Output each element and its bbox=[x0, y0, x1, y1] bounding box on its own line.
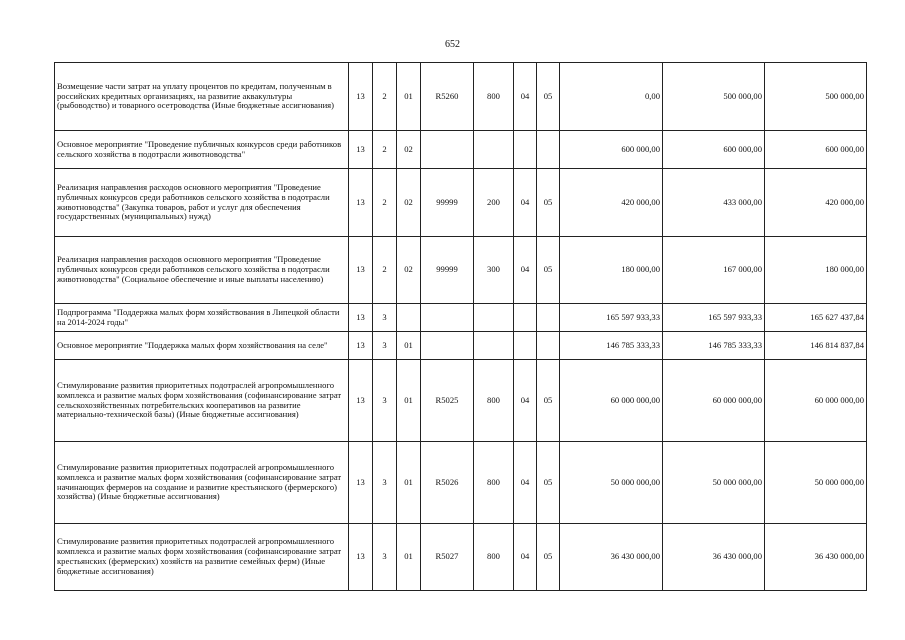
subprogram-code-cell: 3 bbox=[373, 442, 397, 524]
amount-year-3-cell: 180 000,00 bbox=[765, 237, 867, 304]
table-row bbox=[55, 131, 867, 169]
subprogram-code-cell: 3 bbox=[373, 360, 397, 442]
program-code-cell: 13 bbox=[349, 63, 373, 131]
amount-year-2-cell: 165 597 933,33 bbox=[663, 304, 765, 332]
program-code-cell: 13 bbox=[349, 169, 373, 237]
program-code-cell: 13 bbox=[349, 524, 373, 591]
row-description: Стимулирование развития приоритетных подотраслей агропромышленного комплекса и развитие малых форм хозяйствования (софинансирование затрат сельскохозяйственных потребительских кооперативов на развитие материально-технической базы) (Иные бюджетные ассигнования) bbox=[55, 360, 349, 442]
section-code-cell: 04 bbox=[514, 63, 537, 131]
section-code-cell bbox=[514, 332, 537, 360]
section-code-cell bbox=[514, 131, 537, 169]
amount-year-3-cell: 50 000 000,00 bbox=[765, 442, 867, 524]
direction-code-cell: 99999 bbox=[421, 237, 474, 304]
section-code-cell: 04 bbox=[514, 524, 537, 591]
amount-year-2-cell: 60 000 000,00 bbox=[663, 360, 765, 442]
subprogram-code-cell: 2 bbox=[373, 169, 397, 237]
amount-year-3-cell: 600 000,00 bbox=[765, 131, 867, 169]
subsection-code-cell bbox=[537, 332, 560, 360]
amount-year-3-cell: 36 430 000,00 bbox=[765, 524, 867, 591]
expense-type-cell: 800 bbox=[474, 360, 514, 442]
row-description: Возмещение части затрат на уплату процентов по кредитам, полученным в российских кредитных организациях, на развитие аквакультуры (рыбоводство) и товарного осетроводства (Иные бюджетные ассигнования) bbox=[55, 63, 349, 131]
row-description: Реализация направления расходов основного мероприятия "Проведение публичных конкурсов среди работников сельского хозяйства в подотрасли животноводства" (Социальное обеспечение и иные выплаты населению) bbox=[55, 237, 349, 304]
amount-year-2-cell: 36 430 000,00 bbox=[663, 524, 765, 591]
direction-code-cell: 99999 bbox=[421, 169, 474, 237]
subprogram-code-cell: 3 bbox=[373, 304, 397, 332]
table-body bbox=[55, 63, 867, 591]
amount-year-2-cell: 50 000 000,00 bbox=[663, 442, 765, 524]
amount-year-1-cell: 50 000 000,00 bbox=[560, 442, 663, 524]
section-code-cell: 04 bbox=[514, 442, 537, 524]
activity-code-cell: 01 bbox=[397, 442, 421, 524]
amount-year-1-cell: 36 430 000,00 bbox=[560, 524, 663, 591]
table-row bbox=[55, 169, 867, 237]
program-code-cell: 13 bbox=[349, 442, 373, 524]
subsection-code-cell: 05 bbox=[537, 237, 560, 304]
activity-code-cell: 01 bbox=[397, 360, 421, 442]
table-row bbox=[55, 237, 867, 304]
direction-code-cell bbox=[421, 304, 474, 332]
direction-code-cell: R5027 bbox=[421, 524, 474, 591]
expense-type-cell: 800 bbox=[474, 63, 514, 131]
budget-table bbox=[54, 62, 867, 591]
table-row bbox=[55, 304, 867, 332]
activity-code-cell: 01 bbox=[397, 63, 421, 131]
direction-code-cell bbox=[421, 131, 474, 169]
expense-type-cell: 200 bbox=[474, 169, 514, 237]
expense-type-cell: 800 bbox=[474, 442, 514, 524]
amount-year-2-cell: 500 000,00 bbox=[663, 63, 765, 131]
amount-year-3-cell: 146 814 837,84 bbox=[765, 332, 867, 360]
subsection-code-cell bbox=[537, 304, 560, 332]
section-code-cell: 04 bbox=[514, 237, 537, 304]
program-code-cell: 13 bbox=[349, 304, 373, 332]
direction-code-cell: R5026 bbox=[421, 442, 474, 524]
amount-year-1-cell: 420 000,00 bbox=[560, 169, 663, 237]
direction-code-cell: R5025 bbox=[421, 360, 474, 442]
expense-type-cell bbox=[474, 131, 514, 169]
amount-year-3-cell: 500 000,00 bbox=[765, 63, 867, 131]
direction-code-cell: R5260 bbox=[421, 63, 474, 131]
row-description: Основное мероприятие "Поддержка малых форм хозяйствования на селе" bbox=[55, 332, 349, 360]
amount-year-1-cell: 165 597 933,33 bbox=[560, 304, 663, 332]
subsection-code-cell: 05 bbox=[537, 524, 560, 591]
amount-year-3-cell: 60 000 000,00 bbox=[765, 360, 867, 442]
activity-code-cell: 02 bbox=[397, 169, 421, 237]
subsection-code-cell bbox=[537, 131, 560, 169]
activity-code-cell: 01 bbox=[397, 332, 421, 360]
program-code-cell: 13 bbox=[349, 332, 373, 360]
activity-code-cell bbox=[397, 304, 421, 332]
section-code-cell: 04 bbox=[514, 169, 537, 237]
subprogram-code-cell: 3 bbox=[373, 524, 397, 591]
page-number: 652 bbox=[445, 39, 460, 50]
activity-code-cell: 01 bbox=[397, 524, 421, 591]
subprogram-code-cell: 2 bbox=[373, 63, 397, 131]
row-description: Стимулирование развития приоритетных подотраслей агропромышленного комплекса и развитие малых форм хозяйствования (софинансирование затрат начинающих фермеров на создание и развитие крестьянского (фермерского) хозяйства) (Иные бюджетные ассигнования) bbox=[55, 442, 349, 524]
subsection-code-cell: 05 bbox=[537, 360, 560, 442]
expense-type-cell bbox=[474, 332, 514, 360]
table-row bbox=[55, 442, 867, 524]
subprogram-code-cell: 2 bbox=[373, 131, 397, 169]
row-description: Подпрограмма "Поддержка малых форм хозяйствования в Липецкой области на 2014-2024 годы" bbox=[55, 304, 349, 332]
amount-year-3-cell: 420 000,00 bbox=[765, 169, 867, 237]
row-description: Стимулирование развития приоритетных подотраслей агропромышленного комплекса и развитие малых форм хозяйствования (софинансирование затрат крестьянских (фермерских) хозяйств на развитие семейных ферм) (Иные бюджетные ассигнования) bbox=[55, 524, 349, 591]
subsection-code-cell: 05 bbox=[537, 442, 560, 524]
program-code-cell: 13 bbox=[349, 237, 373, 304]
row-description: Реализация направления расходов основного мероприятия "Проведение публичных конкурсов среди работников сельского хозяйства в подотрасли животноводства" (Закупка товаров, работ и услуг для обеспечения государственных (муниципальных) нужд) bbox=[55, 169, 349, 237]
subprogram-code-cell: 3 bbox=[373, 332, 397, 360]
subsection-code-cell: 05 bbox=[537, 169, 560, 237]
amount-year-1-cell: 60 000 000,00 bbox=[560, 360, 663, 442]
table-row bbox=[55, 63, 867, 131]
section-code-cell bbox=[514, 304, 537, 332]
amount-year-2-cell: 167 000,00 bbox=[663, 237, 765, 304]
direction-code-cell bbox=[421, 332, 474, 360]
amount-year-2-cell: 146 785 333,33 bbox=[663, 332, 765, 360]
table-row bbox=[55, 360, 867, 442]
row-description: Основное мероприятие "Проведение публичных конкурсов среди работников сельского хозяйства в подотрасли животноводства" bbox=[55, 131, 349, 169]
table-row bbox=[55, 332, 867, 360]
amount-year-2-cell: 600 000,00 bbox=[663, 131, 765, 169]
amount-year-1-cell: 180 000,00 bbox=[560, 237, 663, 304]
activity-code-cell: 02 bbox=[397, 237, 421, 304]
section-code-cell: 04 bbox=[514, 360, 537, 442]
expense-type-cell: 800 bbox=[474, 524, 514, 591]
subsection-code-cell: 05 bbox=[537, 63, 560, 131]
amount-year-1-cell: 0,00 bbox=[560, 63, 663, 131]
table-row bbox=[55, 524, 867, 591]
expense-type-cell bbox=[474, 304, 514, 332]
activity-code-cell: 02 bbox=[397, 131, 421, 169]
amount-year-3-cell: 165 627 437,84 bbox=[765, 304, 867, 332]
program-code-cell: 13 bbox=[349, 131, 373, 169]
amount-year-1-cell: 146 785 333,33 bbox=[560, 332, 663, 360]
subprogram-code-cell: 2 bbox=[373, 237, 397, 304]
program-code-cell: 13 bbox=[349, 360, 373, 442]
amount-year-1-cell: 600 000,00 bbox=[560, 131, 663, 169]
expense-type-cell: 300 bbox=[474, 237, 514, 304]
amount-year-2-cell: 433 000,00 bbox=[663, 169, 765, 237]
